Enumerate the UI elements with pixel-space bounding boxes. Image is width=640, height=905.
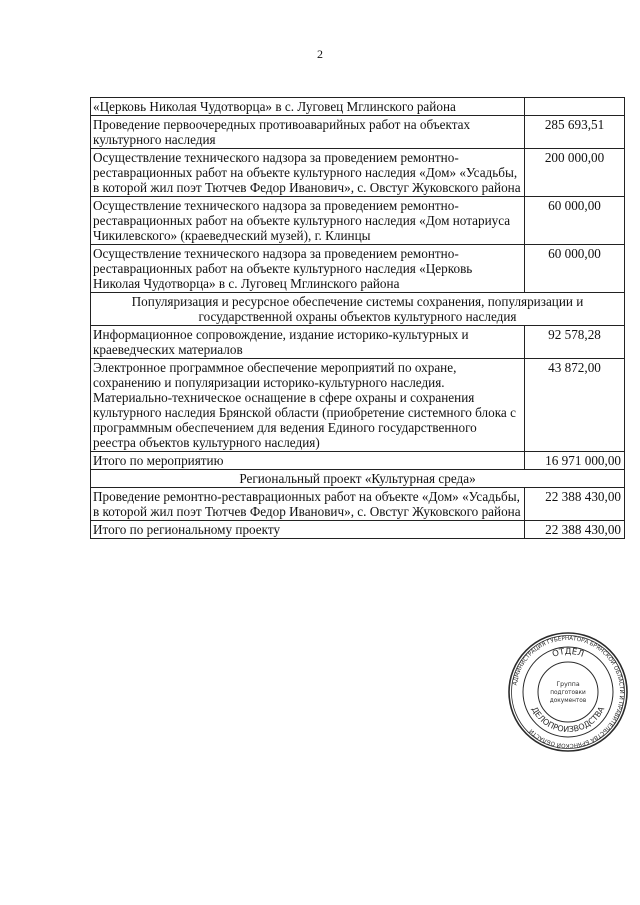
total-amount: 22 388 430,00 <box>525 521 625 539</box>
row-amount: 60 000,00 <box>525 197 625 245</box>
section-heading: Популяризация и ресурсное обеспечение системы сохранения, популяризации и государственной охраны объектов культурного наследия <box>91 293 625 326</box>
total-row <box>91 452 625 470</box>
row-amount: 92 578,28 <box>525 326 625 359</box>
section-heading: Региональный проект «Культурная среда» <box>91 470 625 488</box>
seal-center-line-1: Группа <box>556 681 580 688</box>
table-row <box>91 149 625 197</box>
row-description: Проведение ремонтно-реставрационных работ на объекте «Дом» «Усадьбы, в которой жил поэт Тютчев Федор Иванович», с. Овстуг Жуковского района <box>91 488 525 521</box>
row-description: Электронное программное обеспечение мероприятий по охране, сохранению и популяризации историко-культурного наследия. Материально-техническое оснащение в сфере охраны и сохранения культурного наследия Брянской области (приобретение системного блока с программным обеспечением для ведения Единого государственного реестра объектов культурного наследия) <box>91 359 525 452</box>
row-description: Осуществление технического надзора за проведением ремонтно-реставрационных работ на объекте культурного наследия «Церковь Николая Чудотворца» в с. Луговец Мглинского района <box>91 245 525 293</box>
total-label: Итого по мероприятию <box>91 452 525 470</box>
table-row <box>91 326 625 359</box>
official-seal-stamp <box>507 631 629 753</box>
row-description: Информационное сопровождение, издание историко-культурных и краеведческих материалов <box>91 326 525 359</box>
row-amount: 22 388 430,00 <box>525 488 625 521</box>
seal-outer-text: АДМИНИСТРАЦИЯ ГУБЕРНАТОРА БРЯНСКОЙ ОБЛАСТИ И ПРАВИТЕЛЬСТВА БРЯНСКОЙ ОБЛАСТИ <box>512 635 625 749</box>
total-amount: 16 971 000,00 <box>525 452 625 470</box>
table-row <box>91 488 625 521</box>
total-row <box>91 521 625 539</box>
table-row <box>91 197 625 245</box>
section-row <box>91 470 625 488</box>
page-number: 2 <box>317 47 323 61</box>
table-row <box>91 116 625 149</box>
row-amount: 285 693,51 <box>525 116 625 149</box>
section-row <box>91 293 625 326</box>
seal-dept-top: ОТДЕЛ <box>551 646 585 660</box>
budget-table <box>90 97 625 539</box>
row-description: Осуществление технического надзора за проведением ремонтно-реставрационных работ на объекте культурного наследия «Дом» «Усадьбы, в которой жил поэт Тютчев Федор Иванович», с. Овстуг Жуковского района <box>91 149 525 197</box>
total-label: Итого по региональному проекту <box>91 521 525 539</box>
seal-center-line-3: документов <box>549 698 587 704</box>
row-description: Проведение первоочередных противоаварийных работ на объектах культурного наследия <box>91 116 525 149</box>
row-amount: 43 872,00 <box>525 359 625 452</box>
row-description: Осуществление технического надзора за проведением ремонтно-реставрационных работ на объекте культурного наследия «Дом нотариуса Чикилевского» (краеведческий музей), г. Клинцы <box>91 197 525 245</box>
table-row <box>91 245 625 293</box>
seal-center-line-2: подготовки <box>550 690 586 696</box>
table-row <box>91 359 625 452</box>
row-amount <box>525 98 625 116</box>
seal-dept-bottom: ДЕЛОПРОИЗВОДСТВА <box>529 705 607 735</box>
row-amount: 200 000,00 <box>525 149 625 197</box>
table-row <box>91 98 625 116</box>
budget-table-body <box>91 98 625 539</box>
row-amount: 60 000,00 <box>525 245 625 293</box>
row-description: «Церковь Николая Чудотворца» в с. Луговец Мглинского района <box>91 98 525 116</box>
